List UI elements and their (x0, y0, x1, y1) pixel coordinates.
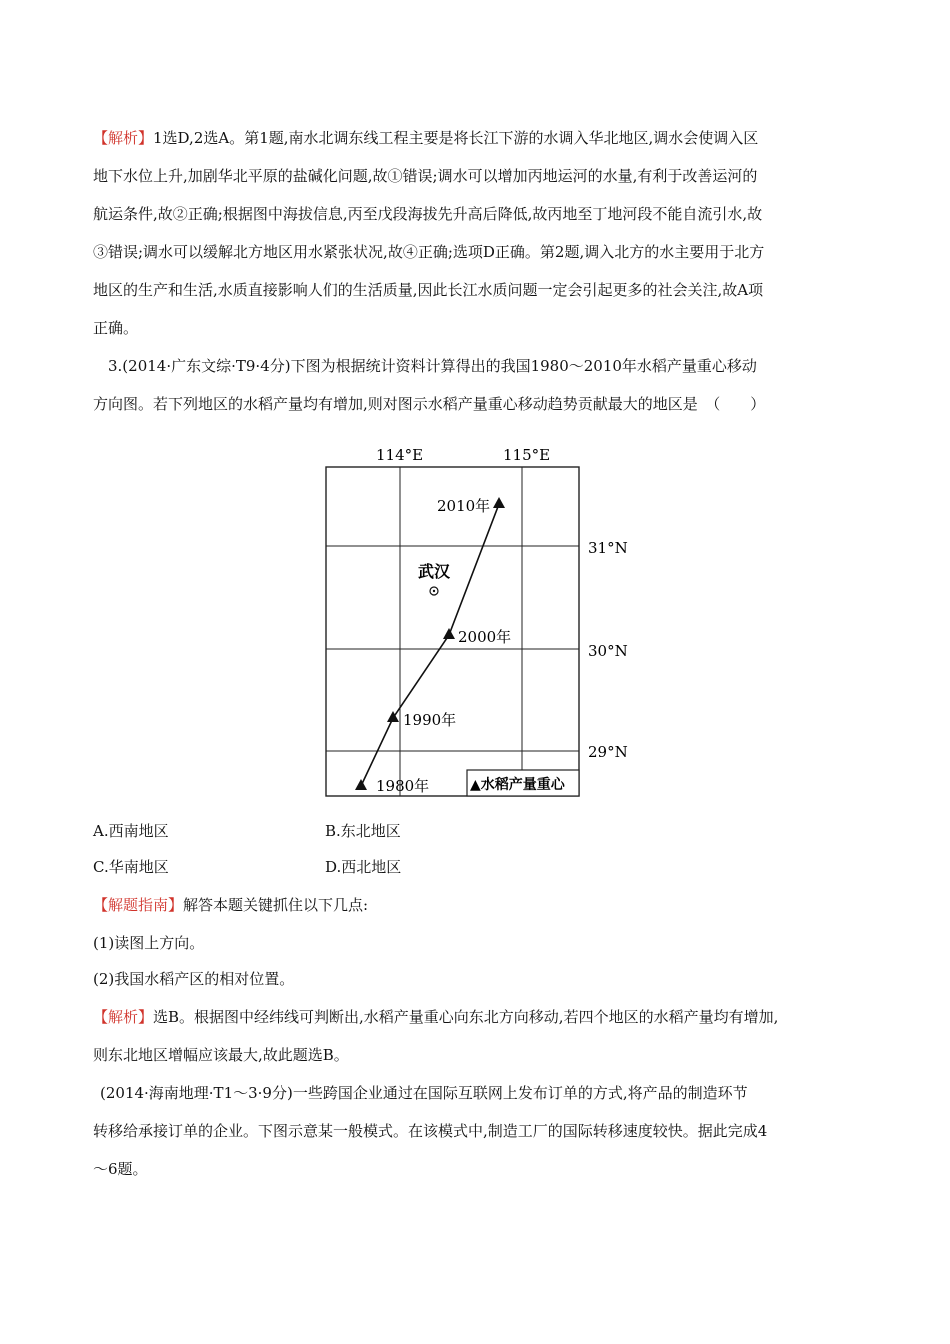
analysis2-tag: 【解析】 (93, 1008, 154, 1026)
lon-label-115: 115°E (503, 446, 551, 464)
analysis-line-3: 航运条件,故②正确;根据图中海拔信息,丙至戊段海拔先升高后降低,故丙地至丁地河段不能自流引水,故 (93, 205, 763, 223)
point-label-1990: 1990年 (403, 711, 457, 729)
city-label: 武汉 (418, 562, 451, 581)
point-label-2000: 2000年 (458, 628, 512, 646)
guide-text: 解答本题关键抓住以下几点: (183, 896, 369, 914)
question-3-line-1: 3.(2014·广东文综·T9·4分)下图为根据统计资料计算得出的我国1980～2010年水稻产量重心移动 (108, 357, 757, 375)
question-3-line-2: 方向图。若下列地区的水稻产量均有增加,则对图示水稻产量重心移动趋势贡献最大的地区是 （ ） (93, 395, 766, 413)
point-label-1980: 1980年 (376, 777, 430, 795)
legend-text: ▲水稻产量重心 (470, 777, 565, 793)
analysis-line-5: 地区的生产和生活,水质直接影响人们的生活质量,因此长江水质问题一定会引起更多的社会关注,故A项 (93, 281, 764, 299)
analysis2-line-2: 则东北地区增幅应该最大,故此题选B。 (93, 1046, 349, 1064)
analysis2-line-1 (93, 1007, 863, 1027)
rice-centroid-map (320, 438, 650, 803)
option-b: B.东北地区 (325, 822, 401, 840)
guide-line (93, 895, 863, 915)
point-2000-icon (443, 628, 455, 639)
guide-item-1: (1)读图上方向。 (93, 934, 205, 952)
lon-label-114: 114°E (376, 446, 424, 464)
option-d: D.西北地区 (325, 858, 402, 876)
guide-item-2: (2)我国水稻产区的相对位置。 (93, 970, 295, 988)
point-label-2010: 2010年 (437, 497, 491, 515)
option-a: A.西南地区 (93, 822, 169, 840)
point-1980-icon (355, 779, 367, 790)
analysis2-text: 选B。根据图中经纬线可判断出,水稻产量重心向东北方向移动,若四个地区的水稻产量均有增加, (153, 1008, 779, 1026)
lat-label-29: 29°N (588, 743, 628, 761)
analysis-tag: 【解析】 (93, 129, 154, 147)
next-line-2: 转移给承接订单的企业。下图示意某一般模式。在该模式中,制造工厂的国际转移速度较快。据此完成4 (93, 1122, 768, 1140)
analysis-line-1 (93, 128, 863, 148)
analysis-line-2: 地下水位上升,加剧华北平原的盐碱化问题,故①错误;调水可以增加丙地运河的水量,有利于改善运河的 (93, 167, 758, 185)
analysis-text: 1选D,2选A。第1题,南水北调东线工程主要是将长江下游的水调入华北地区,调水会使调入区 (153, 129, 759, 147)
next-line-1: (2014·海南地理·T1～3·9分)一些跨国企业通过在国际互联网上发布订单的方式,将产品的制造环节 (100, 1084, 748, 1102)
lat-label-30: 30°N (588, 642, 628, 660)
option-c: C.华南地区 (93, 858, 169, 876)
analysis-line-6: 正确。 (93, 319, 139, 337)
map-frame (326, 467, 579, 796)
point-2010-icon (493, 497, 505, 508)
analysis-line-4: ③错误;调水可以缓解北方地区用水紧张状况,故④正确;选项D正确。第2题,调入北方的水主要用于北方 (93, 243, 765, 261)
next-line-3: ～6题。 (93, 1160, 148, 1178)
lat-label-31: 31°N (588, 539, 628, 557)
guide-tag: 【解题指南】 (93, 896, 184, 914)
